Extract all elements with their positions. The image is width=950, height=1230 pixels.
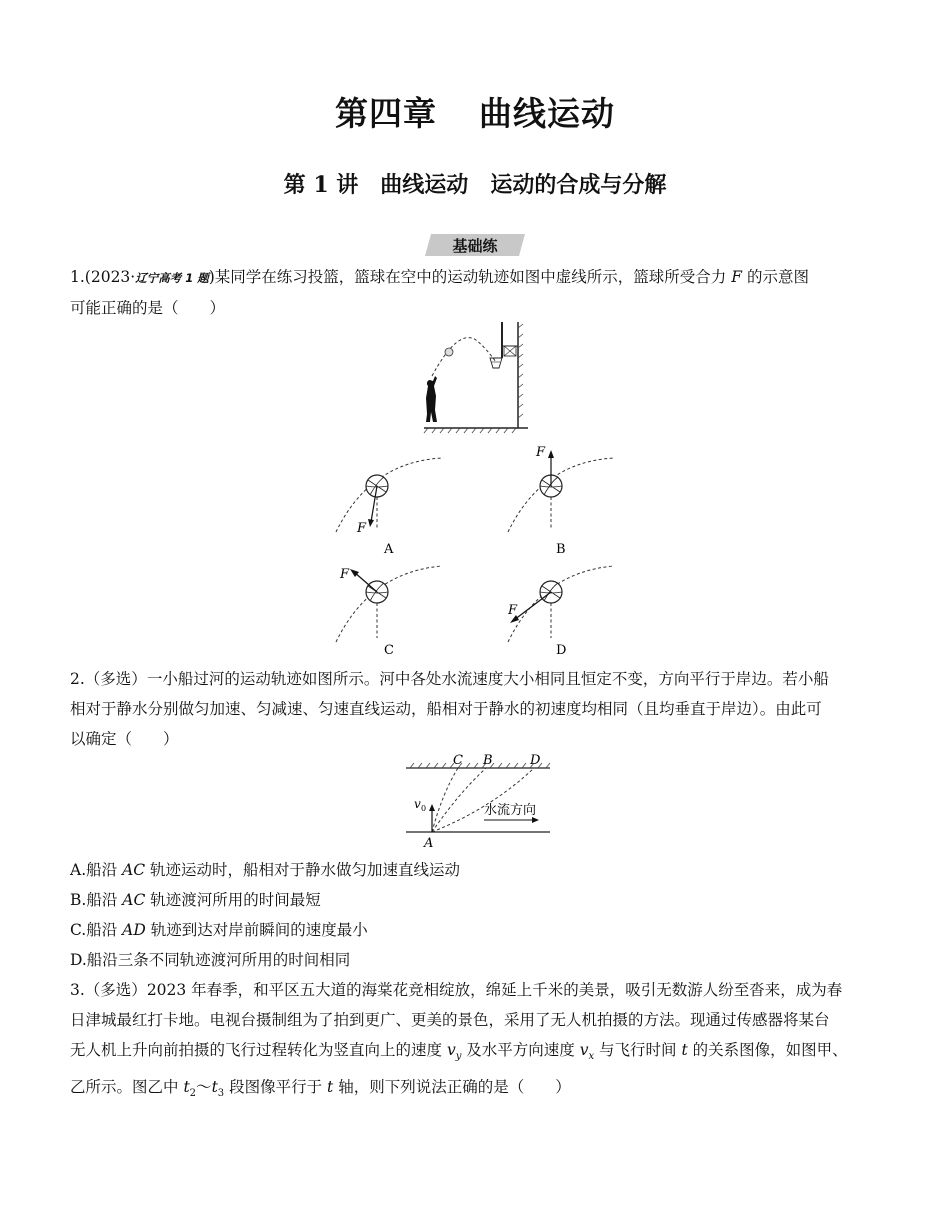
q3-vy: v	[446, 1041, 456, 1059]
option-c-figure	[330, 560, 450, 660]
q2-option-a	[70, 855, 460, 885]
river-label-d: D	[530, 753, 541, 768]
q3-number: 3.	[70, 981, 85, 999]
q1-line-2: 可能正确的是（ ）	[70, 299, 226, 317]
q3-t3-sub: 3	[217, 1088, 225, 1100]
q2-option-b	[70, 885, 321, 915]
option-label-b: B	[556, 542, 566, 557]
q1-text-1: 某同学在练习投篮，篮球在空中的运动轨迹如图中虚线所示，篮球所受合力	[214, 268, 727, 286]
q3-t3: t	[211, 1078, 218, 1097]
q2-option-a-post: 轨迹运动时，船相对于静水做匀加速直线运动	[145, 861, 461, 879]
chapter-name: 曲线运动	[479, 94, 615, 133]
q3-vx-sub: x	[588, 1051, 595, 1063]
q2-option-c-post: 轨迹到达对岸前瞬间的速度最小	[145, 921, 368, 939]
chapter-number: 第四章	[335, 94, 437, 133]
lesson-title	[0, 168, 950, 199]
q3-t2: t	[183, 1078, 190, 1097]
q2-option-c	[70, 915, 368, 945]
lesson-number: 第 1 讲	[283, 172, 359, 198]
q3-line-2: 日津城最红打卡地。电视台摄制组为了拍到更广、更美的景色，采用了无人机拍摄的方法。现通过传感器将某台	[70, 1011, 830, 1029]
q3-text-1: 2023 年春季，和平区五大道的海棠花竞相绽放，绵延上千米的美景，吸引无数游人纷至沓来，成为春	[146, 981, 843, 999]
q3-vx: v	[579, 1041, 589, 1059]
q2-text-1: 一小船过河的运动轨迹如图所示。河中各处水流速度大小相同且恒定不变，方向平行于岸边。若小船	[146, 670, 829, 688]
q2-option-b-pre: B.船沿	[70, 891, 123, 909]
question-1	[70, 262, 875, 323]
q1-number: 1.	[70, 268, 85, 286]
force-label-a: F	[357, 521, 367, 536]
river-label-b: B	[483, 753, 493, 768]
q2-number: 2.	[70, 670, 85, 688]
q1-line-1	[70, 262, 875, 293]
basketball-scene-figure	[410, 318, 540, 436]
river-label-a: A	[424, 836, 434, 850]
v0-label: v	[414, 797, 421, 811]
q3-line-3-d: 的关系图像，如图甲、	[687, 1041, 848, 1059]
q2-line-1	[70, 664, 875, 694]
chapter-title	[0, 88, 950, 135]
option-label-c: C	[384, 643, 394, 658]
river-diagram	[398, 748, 558, 850]
q1-source-open: (2023·	[84, 268, 136, 286]
q3-tag: （多选）	[84, 981, 147, 999]
lesson-title-1: 曲线运动	[380, 172, 469, 198]
q2-option-a-symbol: AC	[122, 861, 146, 879]
q1-source-close: )	[208, 268, 215, 286]
q3-line-3-a: 无人机上升向前拍摄的飞行过程转化为竖直向上的速度	[70, 1041, 447, 1059]
q3-line-4-a: 乙所示。图乙中	[70, 1078, 184, 1097]
q3-line-3-c: 与飞行时间	[594, 1041, 682, 1059]
option-label-a: A	[384, 542, 394, 557]
option-label-d: D	[556, 643, 567, 658]
q1-force-symbol: F	[731, 268, 743, 286]
q2-option-b-symbol: AC	[122, 891, 146, 909]
v0-subscript: 0	[421, 804, 427, 813]
q3-line-4	[70, 1072, 875, 1109]
q3-line-4-b: 段图像平行于	[224, 1078, 328, 1097]
q2-option-a-pre: A.船沿	[70, 861, 123, 879]
q2-line-3: 以确定（ ）	[70, 730, 179, 748]
river-label-c: C	[453, 753, 463, 768]
q3-t2-sub: 2	[189, 1088, 197, 1100]
option-b-figure	[502, 442, 622, 560]
force-label-b: F	[536, 445, 546, 460]
force-label-c: F	[340, 567, 350, 582]
q3-line-4-c: 轴，则下列说法正确的是（ ）	[333, 1078, 571, 1097]
q2-option-b-post: 轨迹渡河所用的时间最短	[145, 891, 321, 909]
force-label-d: F	[508, 603, 518, 618]
flow-direction-label: 水流方向	[484, 803, 537, 818]
q3-vy-sub: y	[455, 1051, 462, 1063]
q3-line-1	[70, 975, 875, 1005]
q1-source: 辽宁高考 1 题	[135, 271, 209, 285]
question-3	[70, 975, 875, 1109]
q3-t-axis: t	[327, 1078, 334, 1097]
q1-text-2: 的示意图	[746, 268, 809, 286]
q2-option-d-pre: D.船沿三条不同轨迹渡河所用的时间相同	[70, 951, 351, 969]
option-a-figure	[330, 452, 450, 560]
question-2	[70, 664, 875, 754]
q2-line-2: 相对于静水分别做匀加速、匀减速、匀速直线运动，船相对于静水的初速度均相同（且均垂直于岸边）。由此可	[70, 700, 822, 718]
q2-tag: （多选）	[84, 670, 147, 688]
q3-line-3-b: 及水平方向速度	[461, 1041, 580, 1059]
q2-option-c-symbol: AD	[122, 921, 146, 939]
q3-tilde: ～	[196, 1078, 212, 1097]
q3-line-3	[70, 1035, 875, 1072]
q2-option-c-pre: C.船沿	[70, 921, 123, 939]
q2-option-d	[70, 945, 350, 975]
section-badge: 基础练	[452, 237, 498, 255]
q3-t: t	[681, 1041, 688, 1059]
lesson-title-2: 运动的合成与分解	[490, 172, 667, 198]
option-d-figure	[502, 560, 622, 660]
